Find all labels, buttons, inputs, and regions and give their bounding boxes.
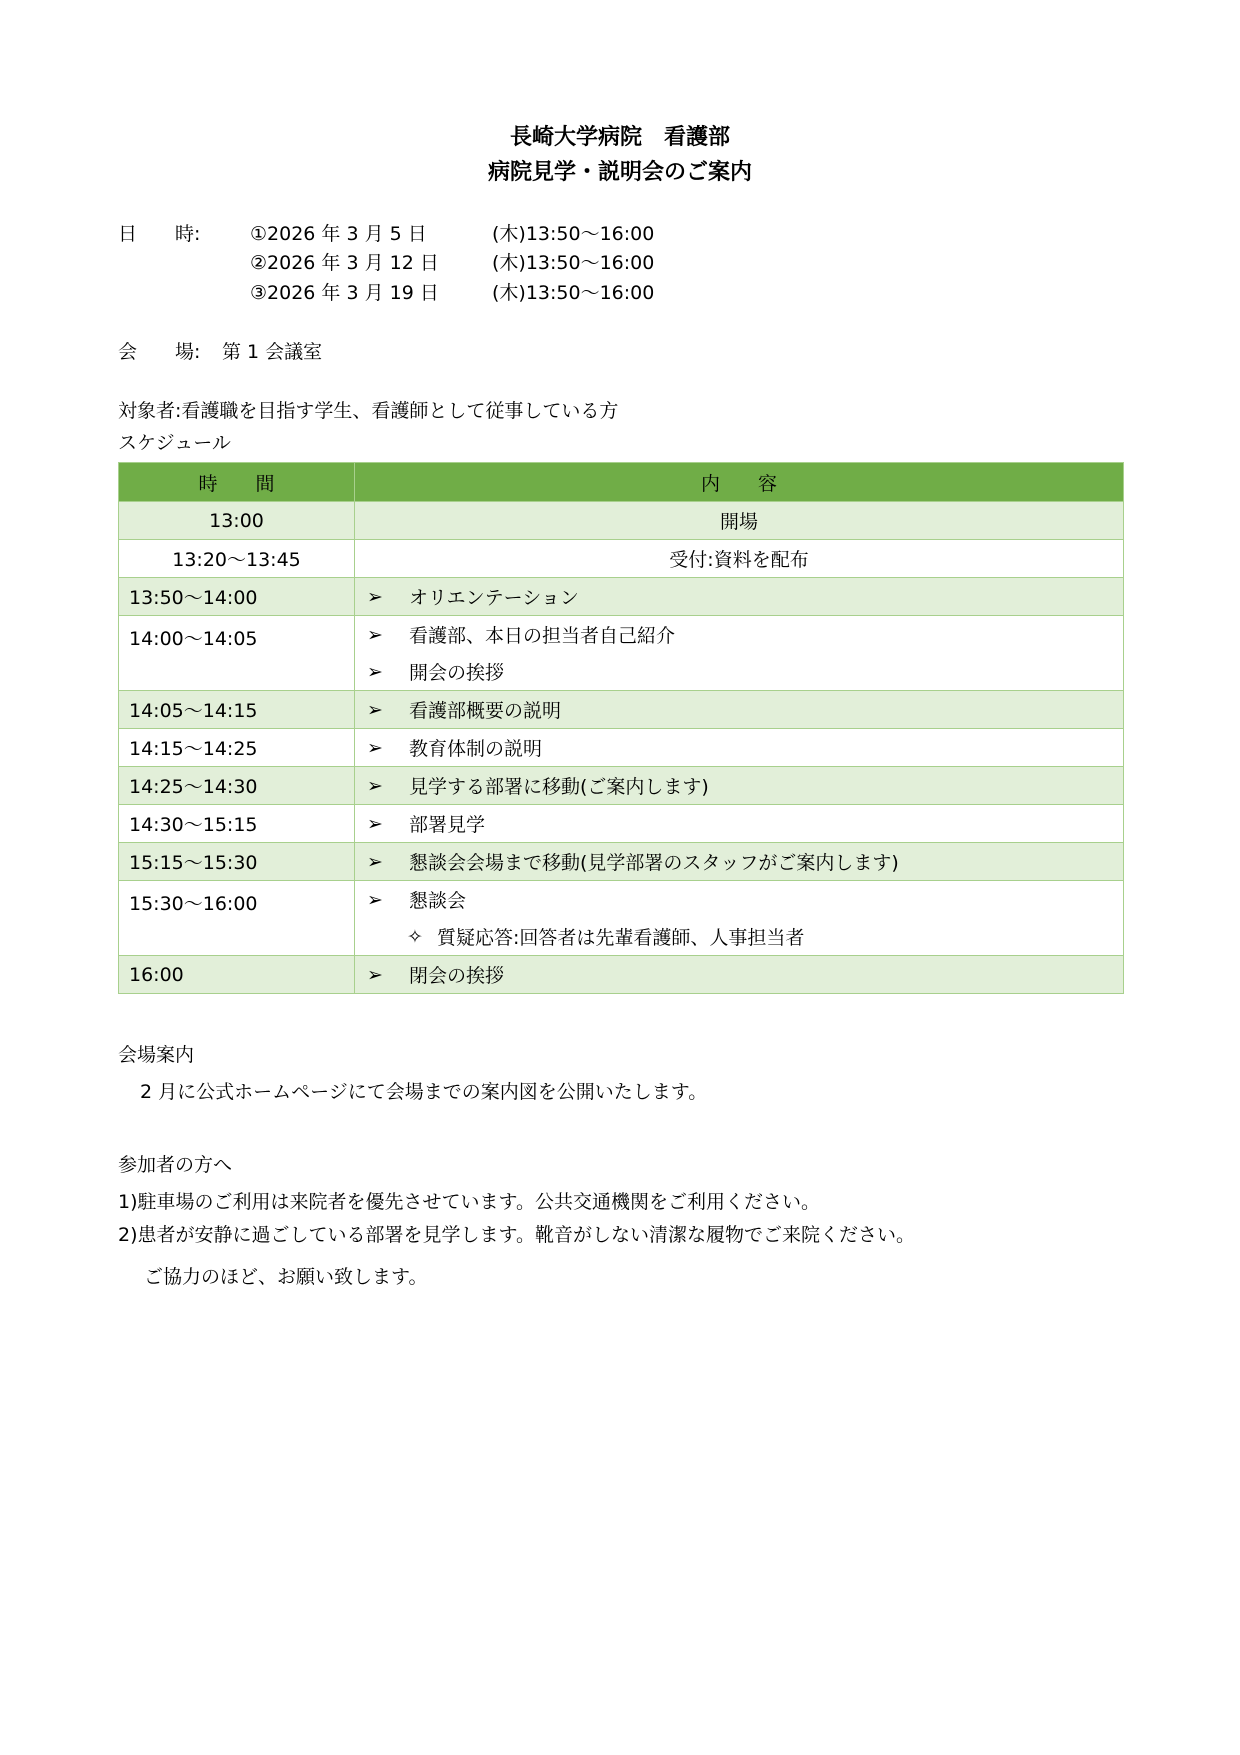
list-item [355, 578, 1123, 615]
list-item [355, 805, 1123, 842]
schedule-time-cell: 14:15～14:25 [119, 729, 355, 767]
schedule-content-cell [355, 729, 1124, 767]
date-3: ③2026 年 3 月 19 日 [250, 282, 439, 304]
arrow-bullet-icon: ➢ [367, 698, 383, 721]
list-item [355, 729, 1123, 766]
schedule-item-text: 受付:資料を配布 [669, 549, 809, 571]
schedule-content-cell [355, 616, 1124, 691]
schedule-item-text: 看護部、本日の担当者自己紹介 [409, 625, 676, 647]
table-row [119, 805, 1124, 843]
schedule-time-cell: 13:00 [119, 502, 355, 540]
schedule-content-cell [355, 540, 1124, 578]
schedule-item-text: 閉会の挨拶 [409, 965, 505, 987]
time-2: (木)13:50～16:00 [492, 252, 655, 274]
arrow-bullet-icon: ➢ [367, 585, 383, 608]
arrow-bullet-icon: ➢ [367, 850, 383, 873]
venue-guide-text: 2 月に公式ホームページにて会場までの案内図を公開いたします。 [140, 1081, 708, 1103]
list-item [355, 881, 1123, 918]
schedule-time-cell: 15:15～15:30 [119, 843, 355, 881]
document-title: 長崎大学病院 看護部 [509, 125, 730, 150]
list-item [355, 691, 1123, 728]
schedule-content-cell [355, 956, 1124, 994]
schedule-item-text: 開会の挨拶 [409, 662, 505, 684]
target-audience: 対象者:看護職を目指す学生、看護師として従事している方 [118, 400, 619, 422]
arrow-bullet-icon: ➢ [367, 623, 383, 646]
venue-guide-heading: 会場案内 [118, 1044, 195, 1066]
diamond-star-bullet-icon: ✧ [407, 925, 423, 948]
venue-value: 第 1 会議室 [222, 341, 323, 363]
schedule-item-text: 教育体制の説明 [409, 738, 543, 760]
schedule-body [119, 502, 1124, 994]
arrow-bullet-icon: ➢ [367, 888, 383, 911]
schedule-time-cell: 16:00 [119, 956, 355, 994]
schedule-item-text: 開場 [719, 511, 758, 533]
arrow-bullet-icon: ➢ [367, 736, 383, 759]
date-1: ①2026 年 3 月 5 日 [250, 223, 427, 245]
table-row [119, 691, 1124, 729]
schedule-content-cell [355, 691, 1124, 729]
sub-list-item [355, 918, 1123, 955]
schedule-item-text: 見学する部署に移動(ご案内します) [409, 776, 709, 798]
schedule-time-cell: 14:25～14:30 [119, 767, 355, 805]
list-item [355, 653, 1123, 690]
date-label: 日 時: [118, 223, 201, 245]
date-2: ②2026 年 3 月 12 日 [250, 252, 439, 274]
list-item [355, 843, 1123, 880]
schedule-content-cell [355, 578, 1124, 616]
schedule-content-cell [355, 767, 1124, 805]
schedule-heading: スケジュール [118, 432, 231, 454]
schedule-table [118, 462, 1124, 994]
header-time: 時 間 [119, 463, 355, 502]
table-row [119, 843, 1124, 881]
schedule-time-cell: 14:05～14:15 [119, 691, 355, 729]
schedule-item-text: 懇談会会場まで移動(見学部署のスタッフがご案内します) [409, 852, 899, 874]
schedule-item-text: 部署見学 [409, 814, 486, 836]
venue-label: 会 場: [118, 341, 201, 363]
schedule-time-cell: 15:30～16:00 [119, 881, 355, 956]
arrow-bullet-icon: ➢ [367, 660, 383, 683]
document-subtitle: 病院見学・説明会のご案内 [487, 160, 752, 185]
schedule-time-cell: 13:20～13:45 [119, 540, 355, 578]
table-row [119, 881, 1124, 956]
list-item [355, 767, 1123, 804]
table-row [119, 616, 1124, 691]
schedule-content-cell [355, 843, 1124, 881]
table-row [119, 502, 1124, 540]
schedule-time-cell: 14:00～14:05 [119, 616, 355, 691]
schedule-item-text: 懇談会 [409, 890, 467, 912]
list-item [355, 616, 1123, 653]
table-row [119, 956, 1124, 994]
arrow-bullet-icon: ➢ [367, 963, 383, 986]
arrow-bullet-icon: ➢ [367, 812, 383, 835]
schedule-content-cell [355, 502, 1124, 540]
schedule-time-cell: 14:30～15:15 [119, 805, 355, 843]
participants-heading: 参加者の方へ [118, 1154, 233, 1176]
schedule-sub-item-text: 質疑応答:回答者は先輩看護師、人事担当者 [437, 927, 805, 949]
list-item [355, 956, 1123, 993]
participant-closing: ご協力のほど、お願い致します。 [144, 1266, 428, 1288]
participant-note-2: 2)患者が安静に過ごしている部署を見学します。靴音がしない清潔な履物でご来院ください。 [118, 1224, 915, 1246]
time-1: (木)13:50～16:00 [492, 223, 655, 245]
table-row [119, 540, 1124, 578]
arrow-bullet-icon: ➢ [367, 774, 383, 797]
schedule-item-text: オリエンテーション [409, 587, 579, 609]
table-row [119, 578, 1124, 616]
schedule-item-text: 看護部概要の説明 [409, 700, 562, 722]
participant-note-1: 1)駐車場のご利用は来院者を優先させています。公共交通機関をご利用ください。 [118, 1191, 820, 1213]
schedule-content-cell [355, 881, 1124, 956]
schedule-content-cell [355, 805, 1124, 843]
table-row [119, 729, 1124, 767]
table-row [119, 767, 1124, 805]
schedule-time-cell: 13:50～14:00 [119, 578, 355, 616]
time-3: (木)13:50～16:00 [492, 282, 655, 304]
schedule-header-row [119, 463, 1124, 502]
header-content: 内 容 [355, 463, 1124, 502]
